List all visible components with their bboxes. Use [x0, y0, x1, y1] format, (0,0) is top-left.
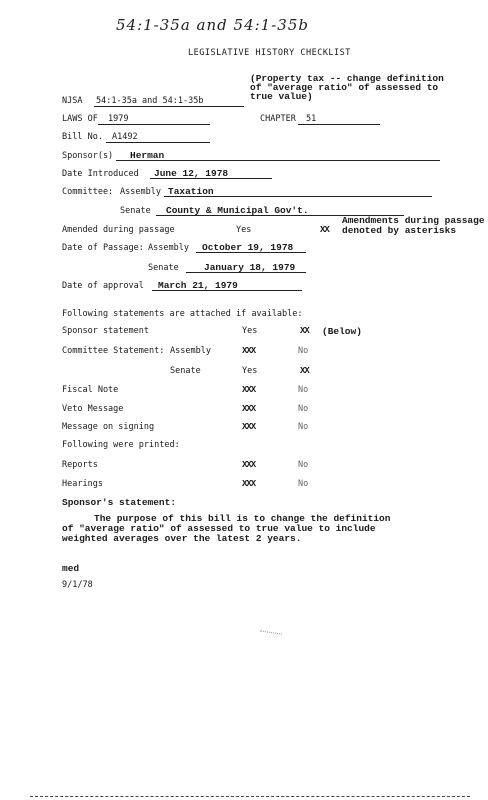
committee-assembly-mark: XXX: [242, 346, 256, 356]
date-introduced-label: Date Introduced: [62, 169, 139, 179]
bill-underline: [106, 142, 210, 143]
laws-label: LAWS OF: [62, 114, 98, 124]
signing-message-no: No: [298, 422, 309, 432]
bill-label: Bill No.: [62, 132, 103, 142]
scan-mark: [260, 630, 282, 634]
printed-intro: Following were printed:: [62, 440, 180, 450]
approval-underline: [152, 290, 302, 291]
njsa-label: NJSA: [62, 96, 83, 106]
chapter-label: CHAPTER: [260, 114, 296, 124]
note-line-3: true value): [250, 91, 313, 102]
attached-intro: Following statements are attached if available:: [62, 309, 303, 319]
sponsor-value: Herman: [130, 150, 165, 161]
sponsor-label: Sponsor(s): [62, 151, 114, 161]
reports-no: No: [298, 460, 309, 470]
committee-assembly-label: Assembly: [120, 187, 161, 197]
amended-mark: XX: [320, 225, 329, 235]
passage-senate-underline: [186, 272, 306, 273]
committee-label: Committee:: [62, 187, 114, 197]
reports-label: Reports: [62, 460, 98, 470]
sponsor-statement-line-2: of "average ratio" of assessed to true value to include: [62, 523, 376, 534]
passage-senate-label: Senate: [148, 263, 179, 273]
amended-yes: Yes: [236, 225, 252, 235]
committee-senate-value: County & Municipal Gov't.: [166, 205, 309, 216]
passage-assembly-underline: [196, 252, 306, 253]
njsa-underline: [94, 106, 244, 107]
njsa-value: 54:1-35a and 54:1-35b: [96, 96, 204, 106]
note-line-1: (Property tax -- change definition: [250, 73, 444, 84]
sponsor-statement-note: (Below): [322, 326, 362, 337]
laws-underline: [98, 124, 210, 125]
checklist-title: LEGISLATIVE HISTORY CHECKLIST: [188, 48, 351, 58]
sponsor-statement-mark: XX: [300, 326, 309, 336]
chapter-value: 51: [306, 114, 317, 124]
laws-value: 1979: [108, 114, 129, 124]
signing-message-mark: XXX: [242, 422, 256, 432]
handwritten-title: 54:1-35a and 54:1-35b: [116, 16, 309, 34]
hearings-label: Hearings: [62, 479, 103, 489]
committee-assembly-value: Taxation: [168, 186, 214, 197]
amended-label: Amended during passage: [62, 225, 175, 235]
committee-senate-mark: XX: [300, 366, 309, 376]
bottom-dashed-edge: [30, 796, 470, 797]
committee-statement-label: Committee Statement:: [62, 346, 165, 356]
sponsor-statement-yes: Yes: [242, 326, 258, 336]
committee-assembly-no: No: [298, 346, 309, 356]
note-line-2: of "average ratio" of assessed to: [250, 82, 439, 93]
passage-assembly-value: October 19, 1978: [202, 242, 294, 253]
hearings-mark: XXX: [242, 479, 256, 489]
footer-date: 9/1/78: [62, 580, 93, 590]
committee-statement-assembly: Assembly: [170, 346, 211, 356]
fiscal-note-no: No: [298, 385, 309, 395]
hearings-no: No: [298, 479, 309, 489]
amendments-note-1: Amendments during passage: [342, 215, 485, 226]
committee-senate-yes: Yes: [242, 366, 258, 376]
sponsor-statement-line-1: The purpose of this bill is to change the definition: [94, 513, 391, 524]
passage-senate-value: January 18, 1979: [204, 262, 296, 273]
committee-assembly-underline: [164, 196, 432, 197]
passage-label: Date of Passage:: [62, 243, 144, 253]
veto-message-mark: XXX: [242, 404, 256, 414]
signing-message-label: Message on signing: [62, 422, 155, 432]
chapter-underline: [298, 124, 380, 125]
sponsor-statement-line-3: weighted averages over the latest 2 years.: [62, 533, 302, 544]
date-introduced-value: June 12, 1978: [154, 168, 229, 179]
approval-value: March 21, 1979: [158, 280, 238, 291]
veto-message-label: Veto Message: [62, 404, 124, 414]
fiscal-note-label: Fiscal Note: [62, 385, 119, 395]
reports-mark: XXX: [242, 460, 256, 470]
bill-value: A1492: [112, 132, 138, 142]
committee-senate-label: Senate: [120, 206, 151, 216]
amendments-note-2: denoted by asterisks: [342, 225, 457, 236]
sponsor-underline: [116, 160, 440, 161]
sponsor-statement-label: Sponsor statement: [62, 326, 149, 336]
date-introduced-underline: [150, 178, 272, 179]
sponsor-statement-heading: Sponsor's statement:: [62, 497, 177, 508]
footer-initials: med: [62, 563, 80, 574]
committee-statement-senate: Senate: [170, 366, 201, 376]
approval-label: Date of approval: [62, 281, 144, 291]
veto-message-no: No: [298, 404, 309, 414]
fiscal-note-mark: XXX: [242, 385, 256, 395]
passage-assembly-label: Assembly: [148, 243, 189, 253]
